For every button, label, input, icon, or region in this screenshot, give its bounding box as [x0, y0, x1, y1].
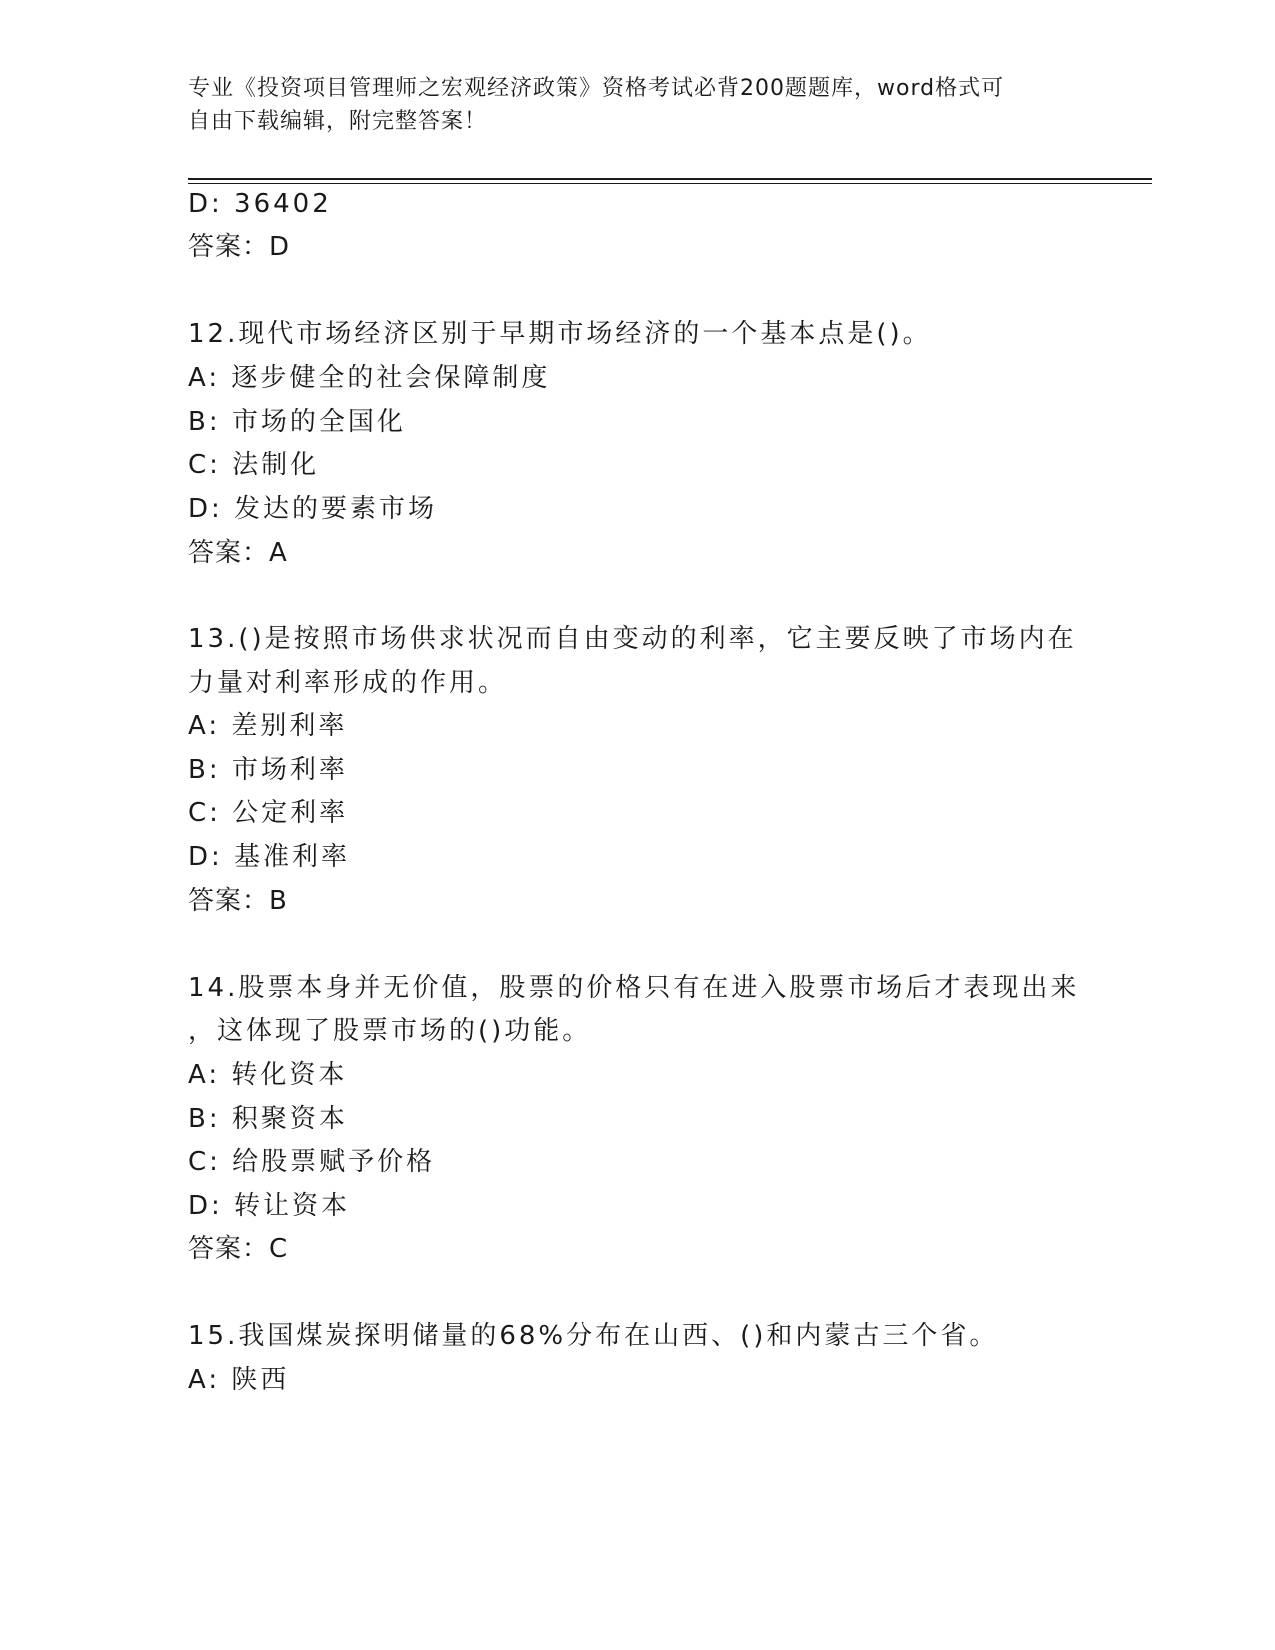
q13-option-c: C: 公定利率 — [188, 798, 349, 828]
q13-option-d: D: 基准利率 — [188, 842, 351, 872]
q14-answer: 答案：C — [188, 1234, 289, 1264]
q13-stem-line-1: 13.()是按照市场供求状况而自由变动的利率，它主要反映了市场内在 — [188, 624, 1077, 654]
prev-answer: 答案：D — [188, 232, 291, 262]
q12-answer: 答案：A — [188, 538, 288, 568]
prev-option-d: D: 36402 — [188, 189, 332, 219]
document-header — [188, 72, 1088, 138]
q12-stem-line-1: 12.现代市场经济区别于早期市场经济的一个基本点是()。 — [188, 319, 932, 349]
q12-option-a: A: 逐步健全的社会保障制度 — [188, 363, 551, 393]
q13-answer: 答案：B — [188, 886, 288, 916]
q14-option-b: B: 积聚资本 — [188, 1104, 348, 1134]
q12-option-c: C: 法制化 — [188, 450, 320, 480]
header-divider-thick — [188, 178, 1152, 180]
q14-stem-line-1: 14.股票本身并无价值，股票的价格只有在进入股票市场后才表现出来 — [188, 973, 1080, 1003]
q14-option-c: C: 给股票赋予价格 — [188, 1147, 436, 1177]
q14-option-d: D: 转让资本 — [188, 1191, 351, 1221]
q15-option-a: A: 陕西 — [188, 1365, 290, 1395]
header-line-2: 自由下载编辑，附完整答案！ — [188, 109, 488, 134]
q13-stem-line-2: 力量对利率形成的作用。 — [188, 668, 508, 698]
q13-option-b: B: 市场利率 — [188, 755, 348, 785]
header-line-1: 专业《投资项目管理师之宏观经济政策》资格考试必背200题题库，word格式可 — [188, 76, 1005, 101]
q12-option-b: B: 市场的全国化 — [188, 407, 406, 437]
q14-stem-line-2: ，这体现了股票市场的()功能。 — [188, 1016, 592, 1046]
q14-option-a: A: 转化资本 — [188, 1060, 348, 1090]
q12-option-d: D: 发达的要素市场 — [188, 494, 438, 524]
q13-option-a: A: 差别利率 — [188, 711, 348, 741]
q15-stem-line-1: 15.我国煤炭探明储量的68%分布在山西、()和内蒙古三个省。 — [188, 1321, 999, 1351]
header-divider-thin — [188, 183, 1152, 184]
